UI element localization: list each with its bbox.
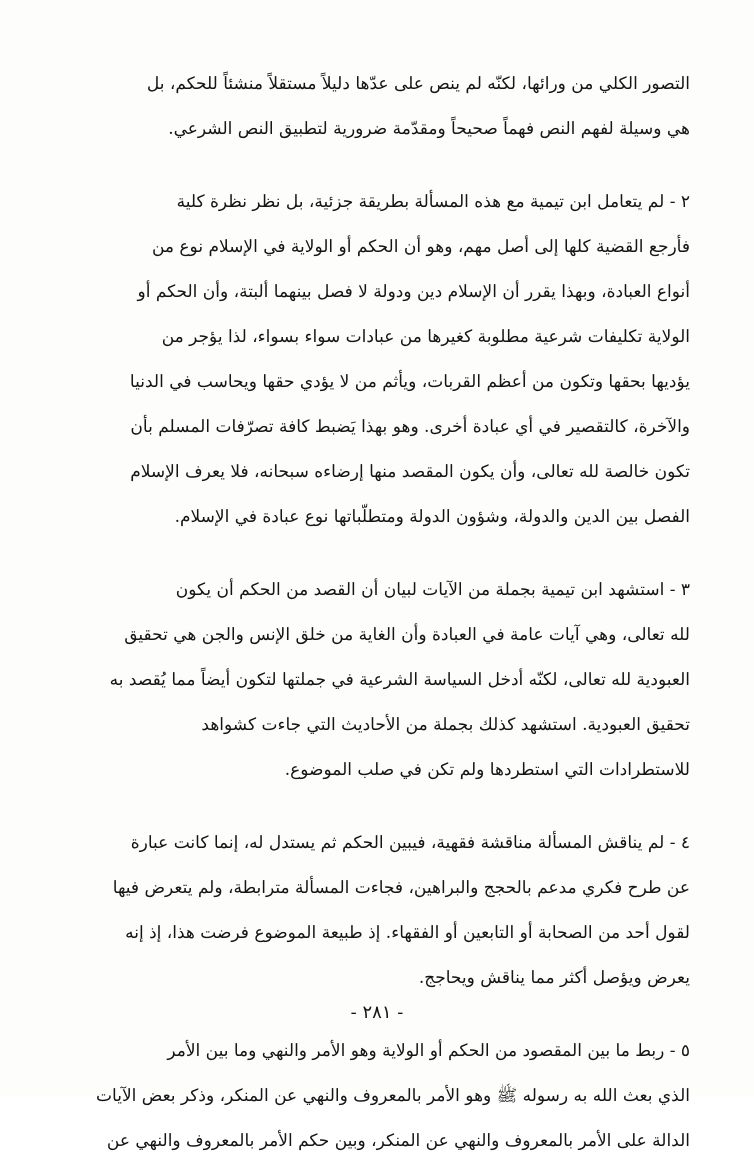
paragraph-5 (82, 1029, 690, 1164)
text-line: والآخرة، كالتقصير في أي عبادة أخرى. وهو بهذا يَضبط كافة تصرّفات المسلم بأن (130, 417, 690, 437)
text-line: فأرجع القضية كلها إلى أصل مهم، وهو أن الحكم أو الولاية في الإسلام نوع من (151, 237, 690, 257)
paragraph-2 (82, 180, 690, 540)
text-line: هي وسيلة لفهم النص فهماً صحيحاً ومقدّمة ضرورية لتطبيق النص الشرعي. (168, 119, 690, 139)
text-line: التصور الكلي من ورائها، لكنّه لم ينص على عدّها دليلاً مستقلاً منشئاً للحكم، بل (146, 74, 690, 94)
text-line: الذي بعث الله به رسوله ﷺ وهو الأمر بالمعروف والنهي عن المنكر، وذكر بعض الآيات (96, 1086, 690, 1106)
text-line: لقول أحد من الصحابة أو التابعين أو الفقهاء. إذ طبيعة الموضوع فرضت هذا، إذ إنه (125, 923, 690, 943)
text-line: الولاية تكليفات شرعية مطلوبة كغيرها من عبادات سواء بسواء، لذا يؤجر من (161, 327, 690, 347)
text-line: الفصل بين الدين والدولة، وشؤون الدولة ومتطلّباتها نوع عبادة في الإسلام. (174, 507, 690, 527)
text-line: تكون خالصة لله تعالى، وأن يكون المقصد منها إرضاءه سبحانه، فلا يعرف الإسلام (130, 462, 690, 482)
body-text (82, 62, 690, 1164)
paragraph-3 (82, 568, 690, 793)
text-line: يؤديها بحقها وتكون من أعظم القربات، ويأثم من لا يؤدي حقها ويحاسب في الدنيا (129, 372, 690, 392)
text-line: لله تعالى، وهي آيات عامة في العبادة وأن الغاية من خلق الإنس والجن هي تحقيق (124, 625, 690, 645)
text-line: الدالة على الأمر بالمعروف والنهي عن المنكر، وبين حكم الأمر بالمعروف والنهي عن (106, 1131, 690, 1151)
text-line: عن طرح فكري مدعم بالحجج والبراهين، فجاءت المسألة مترابطة، ولم يتعرض فيها (112, 878, 690, 898)
text-line: تحقيق العبودية. استشهد كذلك بجملة من الأحاديث التي جاءت كشواهد (201, 715, 690, 735)
text-line: العبودية لله تعالى، لكنّه أدخل السياسة الشرعية في جملتها لتكون أيضاً مما يُقصد به (109, 670, 690, 690)
text-line: ٥ - ربط ما بين المقصود من الحكم أو الولاية وهو الأمر والنهي وما بين الأمر (167, 1041, 690, 1061)
paragraph-1 (82, 62, 690, 152)
paragraph-4 (82, 821, 690, 1001)
page-number: - ٢٨١ - (350, 1002, 404, 1023)
text-line: أنواع العبادة، وبهذا يقرر أن الإسلام دين ودولة لا فصل بينهما ألبتة، وأن الحكم أو (137, 282, 690, 302)
text-line: ٣ - استشهد ابن تيمية بجملة من الآيات لبيان أن القصد من الحكم أن يكون (175, 580, 690, 600)
text-line: ٢ - لم يتعامل ابن تيمية مع هذه المسألة بطريقة جزئية، بل نظر نظرة كلية (176, 192, 690, 212)
text-line: يعرض ويؤصل أكثر مما يناقش ويحاجج. (418, 968, 690, 988)
text-line: ٤ - لم يناقش المسألة مناقشة فقهية، فيبين الحكم ثم يستدل له، إنما كانت عبارة (130, 833, 690, 853)
text-line: للاستطرادات التي استطردها ولم تكن في صلب الموضوع. (284, 760, 690, 780)
